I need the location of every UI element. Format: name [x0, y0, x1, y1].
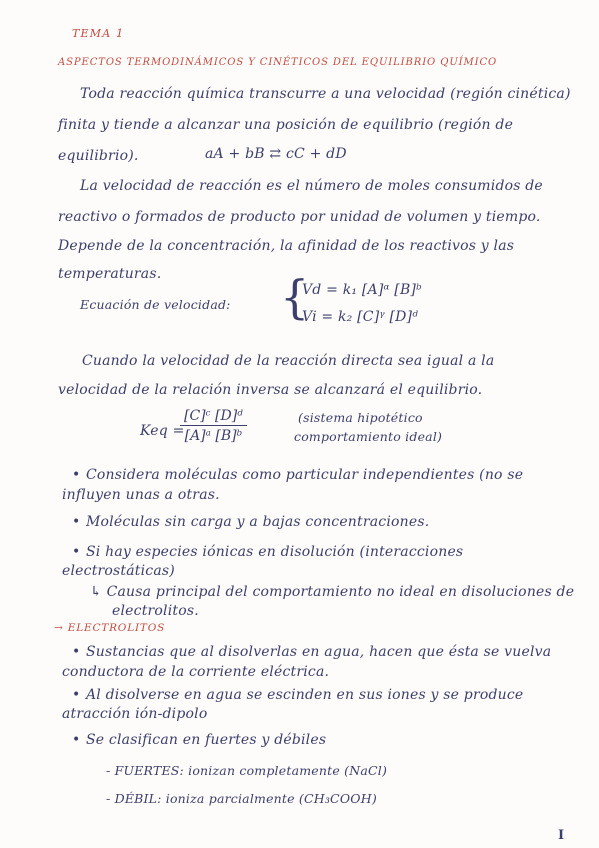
keq-note-line2: comportamiento ideal): [294, 429, 443, 444]
keq-note-line1: (sistema hipotético: [298, 410, 423, 425]
p1-line3: equilibrio).: [58, 148, 139, 164]
p3-line2: velocidad de la relación inversa se alcanzará el equilibrio.: [58, 382, 483, 398]
rate-equation-label: Ecuación de velocidad:: [80, 297, 231, 312]
bullet2-text: Moléculas sin carga y a bajas concentraciones.: [86, 514, 430, 530]
p1-line2: finita y tiende a alcanzar una posición de equilibrio (región de: [58, 117, 514, 133]
direct-rate-equation: Vd = k₁ [A]ᵅ [B]ᵇ: [302, 282, 422, 298]
e-bullet2-text: Al disolverse en agua se escinden en sus iones y se produce: [86, 687, 524, 703]
e-bullet2-line2: atracción ión-dipolo: [62, 706, 208, 722]
bullet3-line1: [72, 544, 463, 560]
tema-heading: TEMA 1: [72, 27, 125, 40]
weak-electrolytes: - DÉBIL: ioniza parcialmente (CH₃COOH): [106, 791, 377, 806]
keq-label: Keq =: [140, 423, 185, 439]
bullet-dot: •: [72, 467, 81, 483]
e-bullet2-line1: [72, 687, 523, 703]
p2-line1: La velocidad de reacción es el número de moles consumidos de: [80, 178, 543, 194]
page-title: ASPECTOS TERMODINÁMICOS Y CINÉTICOS DEL EQUILIBRIO QUÍMICO: [58, 57, 498, 68]
bullet3-line2: electrostáticas): [62, 563, 175, 579]
e-bullet1-text: Sustancias que al disolverlas en agua, hacen que ésta se vuelva: [86, 644, 552, 660]
p2-line4: temperaturas.: [58, 266, 162, 282]
keq-fraction: [180, 408, 247, 444]
e-bullet3: [72, 732, 326, 748]
brace: {: [280, 270, 310, 324]
bullet1-text: Considera moléculas como particular independientes (no se: [86, 467, 524, 483]
reaction-equation: aA + bB ⇄ cC + dD: [205, 146, 347, 162]
strong-electrolytes: - FUERTES: ionizan completamente (NaCl): [106, 763, 388, 778]
arrow-note-line1: ↳ Causa principal del comportamiento no ideal en disoluciones de: [90, 584, 575, 600]
e-bullet3-text: Se clasifican en fuertes y débiles: [86, 732, 327, 748]
page-number: I: [558, 828, 565, 843]
bullet3-text: Si hay especies iónicas en disolución (interacciones: [86, 544, 464, 560]
bullet-dot: •: [72, 687, 81, 703]
bullet-dot: •: [72, 732, 81, 748]
bullet-dot: •: [72, 514, 81, 530]
p2-line3: Depende de la concentración, la afinidad de los reactivos y las: [58, 238, 515, 254]
e-bullet1-line2: conductora de la corriente eléctrica.: [62, 664, 330, 680]
p2-line2: reactivo o formados de producto por unidad de volumen y tiempo.: [58, 209, 541, 225]
keq-denominator: [A]ᵃ [B]ᵇ: [184, 428, 243, 444]
arrow-note-line2: electrolitos.: [112, 603, 199, 619]
p3-line1: Cuando la velocidad de la reacción directa sea igual a la: [82, 353, 495, 369]
bullet1-line1: [72, 467, 523, 483]
bullet-dot: •: [72, 544, 81, 560]
bullet2: [72, 514, 429, 530]
e-bullet1-line1: [72, 644, 551, 660]
bullet-dot: •: [72, 644, 81, 660]
bullet1-line2: influyen unas a otras.: [62, 487, 220, 503]
section-electrolitos: → ELECTROLITOS: [54, 622, 166, 634]
p1-line1: Toda reacción química transcurre a una velocidad (región cinética): [80, 86, 571, 102]
inverse-rate-equation: Vi = k₂ [C]ᵞ [D]ᵈ: [302, 309, 419, 325]
keq-numerator: [C]ᶜ [D]ᵈ: [180, 408, 247, 426]
